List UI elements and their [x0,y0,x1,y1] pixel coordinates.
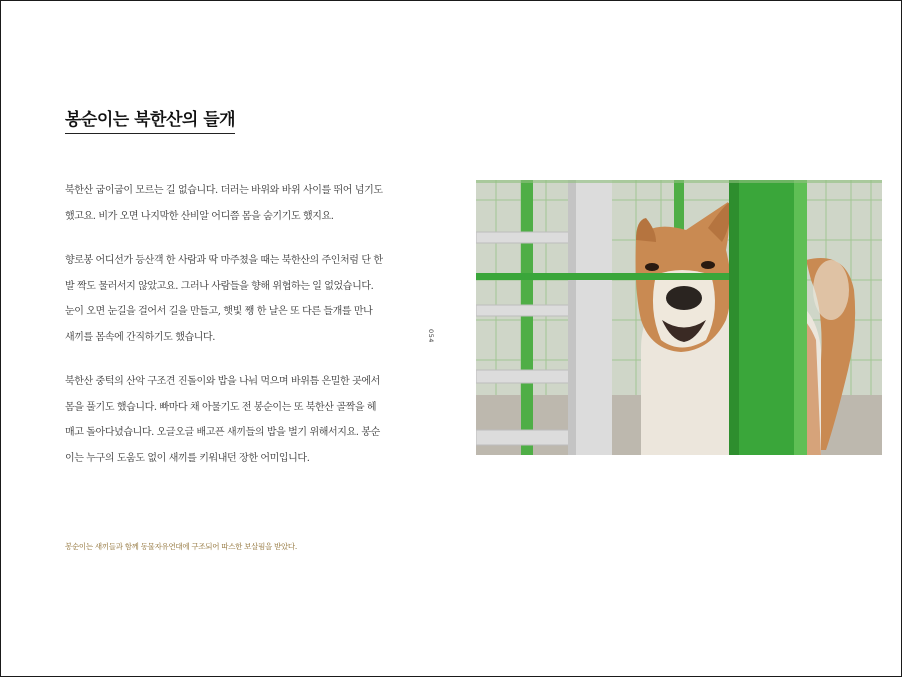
dog-photo [476,180,882,455]
page-title: 봉순이는 북한산의 들개 [65,105,235,134]
photo-caption: 봉순이는 새끼들과 함께 동물자유연대에 구조되어 따스한 보살핌을 받았다. [65,542,297,551]
page-number: 054 [426,329,435,343]
paragraph-3: 북한산 중턱의 산악 구조견 진돌이와 밥을 나눠 먹으며 바위틈 은밀한 곳에서 몸을 풀기도 했습니다. 빠마다 채 아물기도 전 봉순이는 또 북한산 골짝을 헤매고 돌아다녔습니다. 오글오글 배고픈 새끼들의 밥을 벌기 위해서지요. 봉순이는 누구의 도움도 없이 새끼를 키워내던 장한 어미입니다. [65,376,380,464]
dog-behind-fence-illustration [476,180,882,455]
paragraph-1: 북한산 굽이굽이 모르는 길 없습니다. 더러는 바위와 바위 사이를 뛰어 넘기도 했고요. 비가 오면 나지막한 산비알 어디쯤 몸을 숨기기도 했지요. [65,185,383,222]
paragraph-2: 향로봉 어디선가 등산객 한 사람과 딱 마주쳤을 때는 북한산의 주인처럼 단 한발 짝도 물러서지 않았고요. 그러나 사람들을 향해 위협하는 일 없었습니다. 눈이 오면 눈길을 걸어서 길을 만들고, 햇빛 쨍 한 날은 또 다른 들개를 만나 새끼를 몸속에 간직하기도 했습니다. [65,255,383,343]
body-text [65,178,383,490]
